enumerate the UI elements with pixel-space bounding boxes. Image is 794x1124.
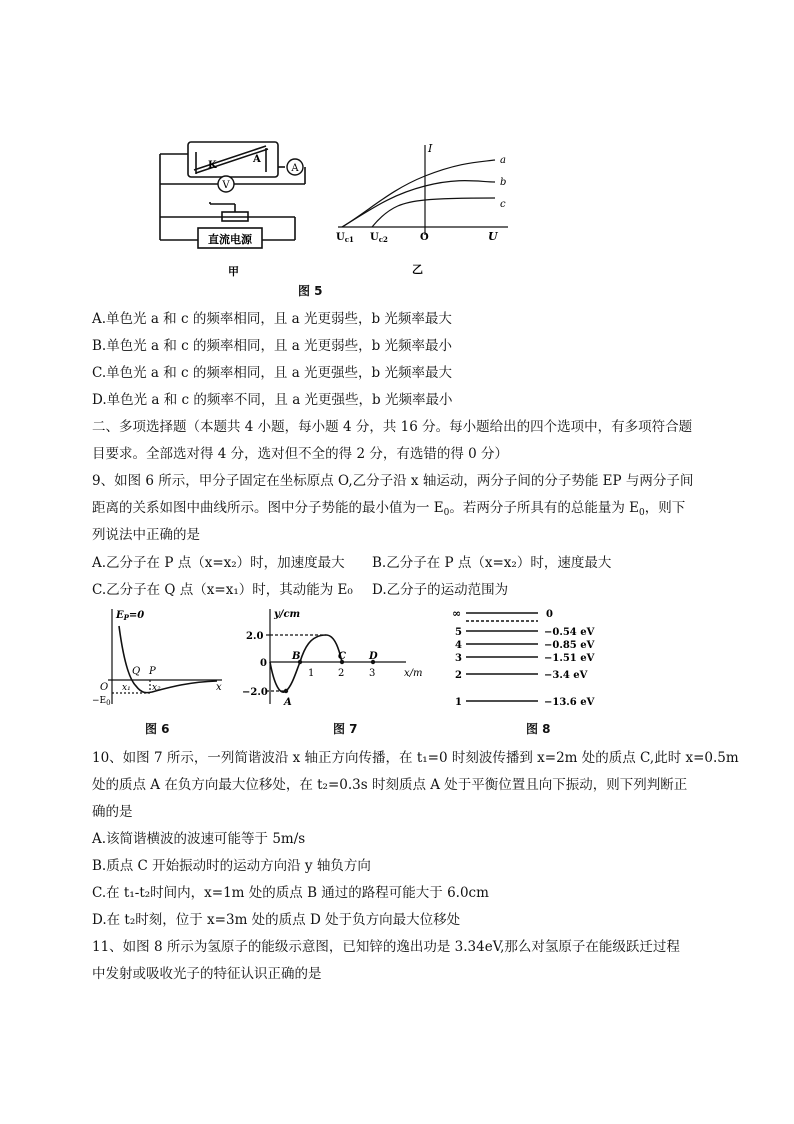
fig5-caption: 图 5 [298, 284, 323, 298]
fig6-x2-label: x₂ [152, 683, 161, 693]
q10-line1: 10、如图 7 所示，一列简谐波沿 x 轴正方向传播，在 t₁=0 时刻波传播到 x=2m 处的质点 C,此时 x=0.5m [92, 750, 739, 766]
fig7-point-a: A [284, 697, 292, 708]
fig5-jia: 甲 [228, 265, 239, 278]
fig7-ymin: −2.0 [242, 687, 268, 698]
voltmeter-label: V [222, 180, 230, 191]
fig7-point-d: D [369, 651, 378, 662]
fig7-y-label: y/cm [274, 609, 301, 620]
q9-line1: 9、如图 6 所示，甲分子固定在坐标原点 O,乙分子沿 x 轴运动，两分子间的分子势能 EP 与两分子间 [92, 473, 694, 489]
q8-option-a: A.单色光 a 和 c 的频率相同，且 a 光更弱些，b 光频率最大 [92, 311, 452, 327]
q9-line2: 距离的关系如图中曲线所示。图中分子势能的最小值为一 $E_0$。若两分子所具有的总能量为 $E_0$，则下 [92, 500, 686, 518]
fig7-ymax: 2.0 [246, 631, 264, 642]
q9-option-a: A.乙分子在 P 点（x=x₂）时，加速度最大 [92, 555, 345, 571]
fig7-point-b: B [292, 651, 301, 662]
fig6-x1-label: x₁ [122, 683, 131, 693]
fig8-caption: 图 8 [526, 722, 551, 736]
q9-option-d: D.乙分子的运动范围为 [372, 582, 509, 598]
fig6-neg-e0: $-E_0$ [92, 696, 111, 707]
q9-line3: 列说法中正确的是 [92, 527, 200, 543]
q11-line2: 中发射或吸收光子的特征认识正确的是 [92, 966, 322, 982]
fig5-graph [330, 140, 520, 275]
q11-line1: 11、如图 8 所示为氢原子的能级示意图，已知锌的逸出功是 3.34eV,那么对氢原子在能级跃迁过程 [92, 939, 680, 955]
level-3-e: −1.51 eV [544, 653, 595, 664]
fig7-zero: 0 [260, 658, 267, 669]
power-label: 直流电源 [208, 233, 252, 246]
q9-option-b: B.乙分子在 P 点（x=x₂）时，速度最大 [372, 555, 612, 571]
level-4-n: 4 [455, 640, 462, 651]
curve-a-label: a [500, 155, 506, 166]
fig7-tick-2: 2 [338, 668, 345, 679]
fig7-graph [242, 604, 426, 714]
level-2-n: 2 [455, 670, 462, 681]
q10-option-b: B.质点 C 开始振动时的运动方向沿 y 轴负方向 [92, 858, 371, 874]
q10-option-c: C.在 t₁-t₂时间内，x=1m 处的质点 B 通过的路程可能大于 6.0cm [92, 885, 489, 901]
fig7-x-label: x/m [404, 668, 423, 679]
curve-b-label: b [500, 177, 507, 188]
uc1-label: $U_{c1}$ [336, 232, 354, 244]
fig6-x-axis-label: x [216, 682, 222, 693]
level-inf-e: 0 [546, 609, 553, 620]
fig7-tick-3: 3 [369, 668, 376, 679]
level-4-e: −0.85 eV [544, 640, 595, 651]
fig6-q-label: Q [132, 666, 141, 677]
level-2-e: −3.4 eV [544, 670, 588, 681]
fig7-caption: 图 7 [333, 722, 358, 736]
fig6-ep-label: $E_P=0$ [116, 610, 145, 622]
fig7-point-c: C [338, 651, 346, 662]
q10-line2: 处的质点 A 在负方向最大位移处，在 t₂=0.3s 时刻质点 A 处于平衡位置且向下振动，则下列判断正 [92, 777, 688, 793]
level-inf-n: ∞ [452, 607, 462, 620]
q10-option-a: A.该简谐横波的波速可能等于 5m/s [92, 831, 306, 847]
fig6-caption: 图 6 [145, 722, 170, 736]
fig7-tick-1: 1 [308, 668, 315, 679]
section2-line1: 二、多项选择题（本题共 4 小题，每小题 4 分，共 16 分。每小题给出的四个选项中，有多项符合题 [92, 419, 693, 435]
curve-c-label: c [500, 199, 506, 210]
fig6-origin: O [100, 682, 109, 693]
q10-line3: 确的是 [92, 804, 133, 820]
q10-option-d: D.在 t₂时刻，位于 x=3m 处的质点 D 处于负方向最大位移处 [92, 912, 461, 928]
fig8-levels [448, 606, 618, 711]
q9-option-c: C.乙分子在 Q 点（x=x₁）时，其动能为 E₀ [92, 582, 353, 598]
section2-line2: 目要求。全部选对得 4 分，选对但不全的得 2 分，有选错的得 0 分） [92, 446, 509, 462]
uc2-label: $U_{c2}$ [370, 232, 388, 244]
fig5-origin: O [420, 232, 429, 243]
fig5-circuit [150, 132, 310, 282]
level-1-e: −13.6 eV [544, 697, 595, 708]
level-3-n: 3 [455, 653, 462, 664]
u-axis-label: U [488, 230, 498, 243]
fig6-graph [92, 604, 232, 714]
fig5-a-label: A [253, 154, 261, 165]
q8-option-b: B.单色光 a 和 c 的频率相同，且 a 光更弱些，b 光频率最小 [92, 338, 453, 354]
fig6-p-label: P [149, 666, 156, 677]
fig5-yi: 乙 [412, 263, 423, 276]
q8-option-c: C.单色光 a 和 c 的频率相同，且 a 光更强些，b 光频率最大 [92, 365, 452, 381]
level-5-n: 5 [455, 627, 462, 638]
level-5-e: −0.54 eV [544, 627, 595, 638]
level-1-n: 1 [455, 697, 462, 708]
fig5-k-label: K [208, 160, 217, 171]
q8-option-d: D.单色光 a 和 c 的频率不同，且 a 光更强些，b 光频率最小 [92, 392, 453, 408]
ammeter-label: A [291, 163, 299, 174]
i-axis-label: I [428, 142, 433, 155]
